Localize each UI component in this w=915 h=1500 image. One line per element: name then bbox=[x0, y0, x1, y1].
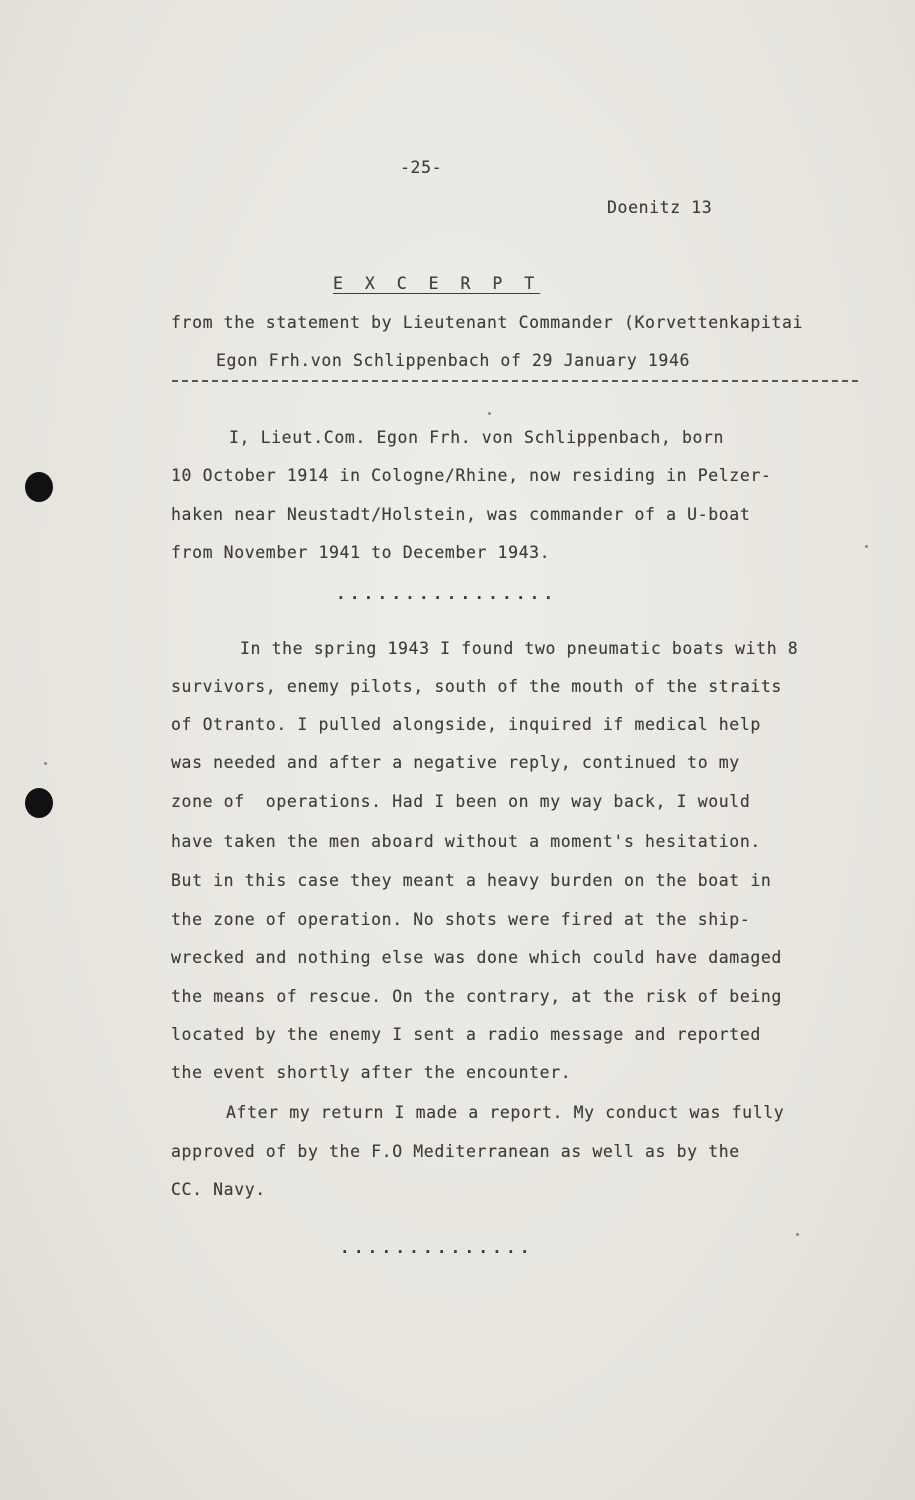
paper-speck bbox=[796, 1233, 799, 1236]
dotted-separator: ................ bbox=[336, 584, 558, 603]
document-reference: Doenitz 13 bbox=[607, 198, 713, 217]
page-number: -25- bbox=[400, 158, 443, 177]
body-line: the means of rescue. On the contrary, at the risk of being bbox=[171, 987, 782, 1006]
body-line: have taken the men aboard without a moment's hesitation. bbox=[171, 832, 761, 851]
body-line: located by the enemy I sent a radio message and reported bbox=[171, 1025, 761, 1044]
paper-speck bbox=[44, 762, 47, 765]
body-line: the zone of operation. No shots were fired at the ship- bbox=[171, 910, 751, 929]
body-line: was needed and after a negative reply, continued to my bbox=[171, 753, 740, 772]
closing-line: After my return I made a report. My conduct was fully bbox=[226, 1103, 785, 1122]
intro-line: from November 1941 to December 1943. bbox=[171, 543, 551, 562]
closing-line: CC. Navy. bbox=[171, 1180, 266, 1199]
body-line: But in this case they meant a heavy burden on the boat in bbox=[171, 871, 772, 890]
paper-speck bbox=[865, 545, 868, 548]
dotted-separator: .............. bbox=[340, 1238, 534, 1257]
excerpt-heading: E X C E R P T bbox=[333, 274, 541, 293]
punch-hole-top bbox=[25, 472, 53, 502]
body-line: zone of operations. Had I been on my way back, I would bbox=[171, 792, 751, 811]
paper-speck bbox=[488, 412, 491, 415]
dashed-divider bbox=[172, 380, 858, 382]
closing-line: approved of by the F.O Mediterranean as well as by the bbox=[171, 1142, 740, 1161]
subtitle-line: Egon Frh.von Schlippenbach of 29 January 1946 bbox=[216, 351, 691, 370]
body-line: of Otranto. I pulled alongside, inquired if medical help bbox=[171, 715, 761, 734]
body-line: wrecked and nothing else was done which could have damaged bbox=[171, 948, 782, 967]
intro-line: 10 October 1914 in Cologne/Rhine, now residing in Pelzer- bbox=[171, 466, 772, 485]
intro-line: I, Lieut.Com. Egon Frh. von Schlippenbach, born bbox=[229, 428, 725, 447]
subtitle-line: from the statement by Lieutenant Commander (Korvettenkapitai bbox=[171, 313, 804, 332]
intro-line: haken near Neustadt/Holstein, was commander of a U-boat bbox=[171, 505, 751, 524]
body-line: survivors, enemy pilots, south of the mouth of the straits bbox=[171, 677, 782, 696]
body-line: the event shortly after the encounter. bbox=[171, 1063, 572, 1082]
punch-hole-bottom bbox=[25, 788, 53, 818]
body-line: In the spring 1943 I found two pneumatic boats with 8 bbox=[240, 639, 799, 658]
